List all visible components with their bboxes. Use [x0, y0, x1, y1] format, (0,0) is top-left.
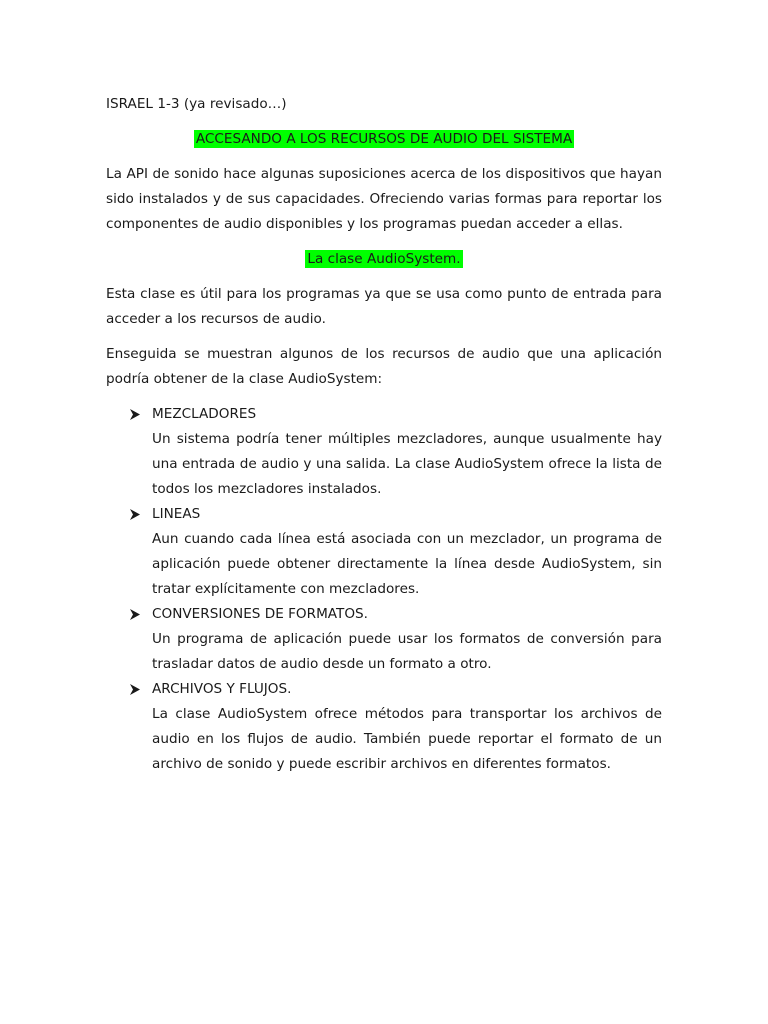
list-item-heading: MEZCLADORES: [152, 406, 257, 422]
document-body: [106, 92, 662, 777]
arrowhead-bullet-icon: [130, 602, 144, 627]
list-item-text: Un programa de aplicación puede usar los formatos de conversión para trasladar datos de audio desde un formato a otro.: [152, 631, 662, 672]
resource-list: [106, 402, 662, 777]
list-item: [106, 677, 662, 777]
arrowhead-bullet-icon: [130, 402, 144, 427]
list-item-text: La clase AudioSystem ofrece métodos para transportar los archivos de audio en los flujos de audio. También puede reportar el formato de un archivo de sonido y puede escribir archivos en diferentes formatos.: [152, 706, 662, 772]
list-item: [106, 502, 662, 602]
intro-paragraph: La API de sonido hace algunas suposiciones acerca de los dispositivos que hayan sido instalados y de sus capacidades. Ofreciendo varias formas para reportar los componentes de audio disponibles y los programas puedan acceder a ellas.: [106, 166, 662, 232]
title-line: [106, 127, 662, 152]
paragraph-2: Enseguida se muestran algunos de los recursos de audio que una aplicación podría obtener de la clase AudioSystem:: [106, 346, 662, 387]
list-item-heading: ARCHIVOS Y FLUJOS.: [152, 681, 292, 697]
subtitle-line: [106, 247, 662, 272]
arrowhead-bullet-icon: [130, 502, 144, 527]
list-item-heading: CONVERSIONES DE FORMATOS.: [152, 606, 369, 622]
document-header: ISRAEL 1-3 (ya revisado…): [106, 96, 287, 112]
list-item: [106, 602, 662, 677]
section-subtitle: La clase AudioSystem.: [307, 251, 461, 267]
list-item-heading: LINEAS: [152, 506, 201, 522]
list-item-text: Un sistema podría tener múltiples mezcladores, aunque usualmente hay una entrada de audio y una salida. La clase AudioSystem ofrece la lista de todos los mezcladores instalados.: [152, 431, 662, 497]
document-title: ACCESANDO A LOS RECURSOS DE AUDIO DEL SISTEMA: [195, 131, 573, 147]
list-item: [106, 402, 662, 502]
list-item-text: Aun cuando cada línea está asociada con un mezclador, un programa de aplicación puede obtener directamente la línea desde AudioSystem, sin tratar explícitamente con mezcladores.: [152, 531, 662, 597]
arrowhead-bullet-icon: [130, 677, 144, 702]
paragraph-1: Esta clase es útil para los programas ya que se usa como punto de entrada para acceder a los recursos de audio.: [106, 286, 662, 327]
